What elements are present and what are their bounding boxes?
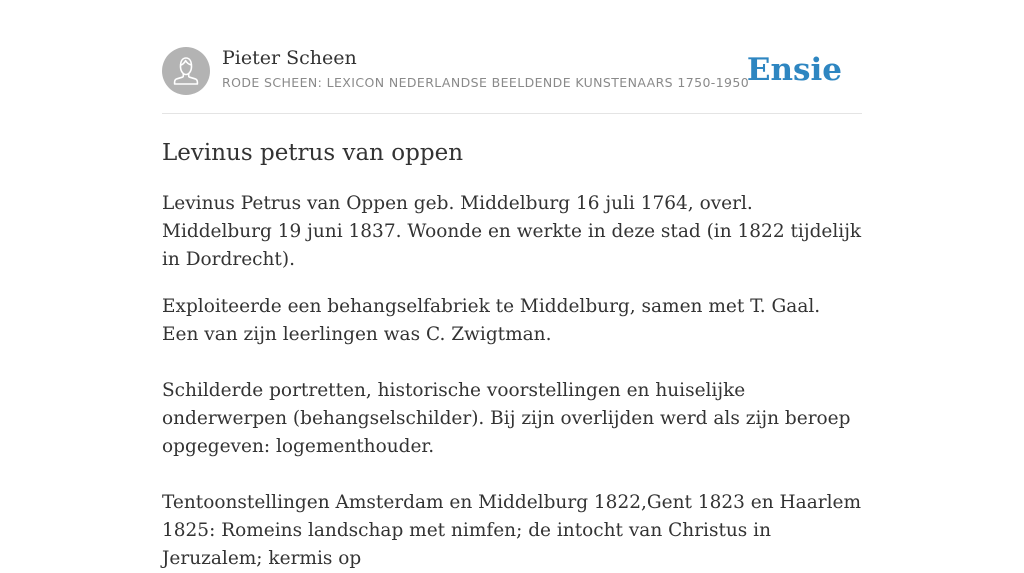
paragraph-spacer [162, 349, 862, 377]
article-header [162, 47, 862, 113]
author-avatar[interactable] [162, 47, 210, 95]
ensie-logo[interactable]: Ensie [746, 52, 842, 88]
article-paragraph: Exploiteerde een behangselfabriek te Middelburg, samen met T. Gaal. Een van zijn leerlingen was C. Zwigtman. [162, 296, 821, 345]
source-lexicon[interactable]: RODE SCHEEN: LEXICON NEDERLANDSE BEELDENDE KUNSTENAARS 1750-1950 [222, 75, 750, 90]
article-paragraph: Tentoonstellingen Amsterdam en Middelburg 1822,Gent 1823 en Haarlem 1825: Romeins landschap met nimfen; de intocht van Christus in Jeruzalem; kermis op [162, 492, 861, 569]
article-paragraph: Levinus Petrus van Oppen geb. Middelburg 16 juli 1764, overl. Middelburg 19 juni 1837. Woonde en werkte in deze stad (in 1822 tijdelijk in Dordrecht). [162, 193, 862, 270]
author-name[interactable]: Pieter Scheen [222, 47, 357, 69]
article-title: Levinus petrus van oppen [162, 140, 464, 166]
article-body [162, 190, 862, 573]
paragraph-spacer [162, 461, 862, 489]
user-silhouette-icon [162, 47, 210, 95]
header-divider [162, 113, 862, 114]
article-paragraph: Schilderde portretten, historische voorstellingen en huiselijke onderwerpen (behangselschilder). Bij zijn overlijden werd als zijn beroep opgegeven: logementhouder. [162, 380, 851, 457]
